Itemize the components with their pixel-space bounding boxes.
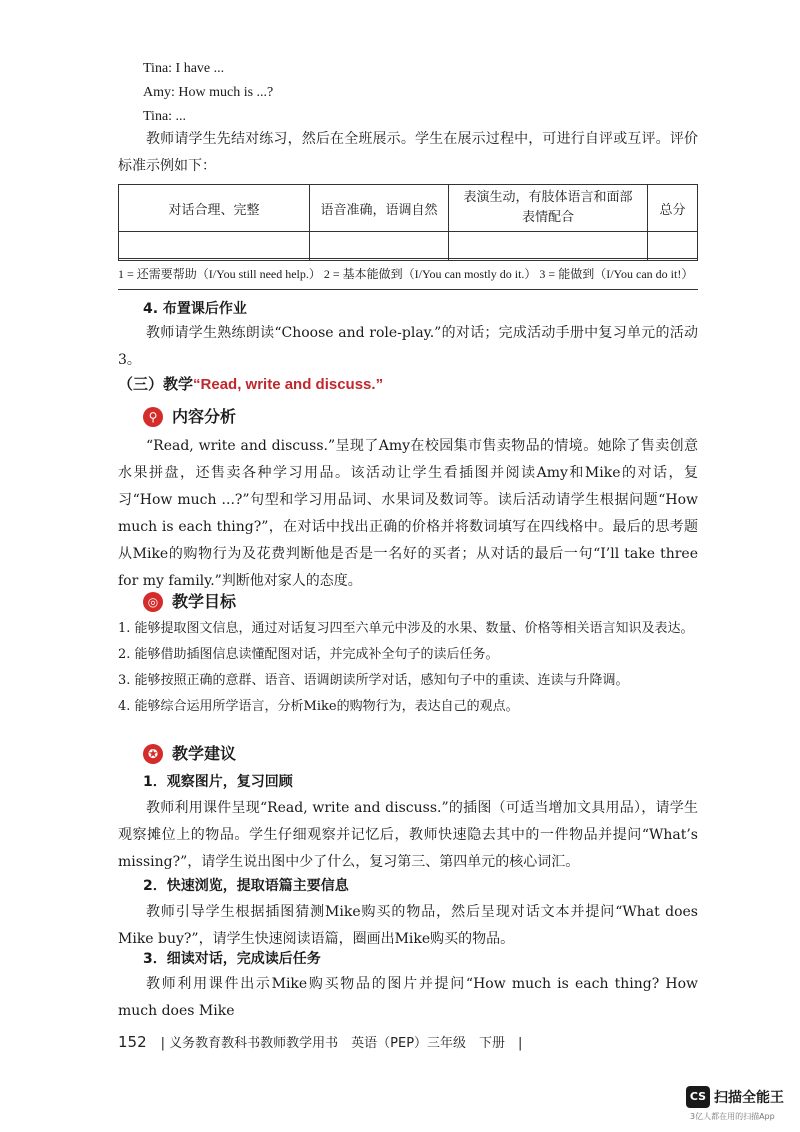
eval-header-total: 总分 xyxy=(648,185,698,232)
eval-cell xyxy=(449,232,648,261)
scanner-name: 扫描全能王 xyxy=(714,1090,784,1106)
eval-cell xyxy=(310,232,449,261)
goal-item: 2. 能够借助插图信息读懂配图对话，并完成补全句子的读后任务。 xyxy=(118,647,499,662)
eval-cell xyxy=(648,232,698,261)
teaching-goals-heading: 教学目标 xyxy=(172,592,237,611)
eval-cell xyxy=(119,232,310,261)
homework-text: 教师请学生熟练朗读“Choose and role-play.”的对话；完成活动手册中复习单元的活动3。 xyxy=(118,325,698,368)
dialogue-line-2: Amy: How much is ...? xyxy=(143,85,274,100)
teaching-goals-list xyxy=(118,616,698,720)
goal-item: 1. 能够提取图文信息，通过对话复习四至六单元中涉及的水果、数量、价格等相关语言知识及表达。 xyxy=(118,621,694,636)
eval-header-pronunciation: 语音准确，语调自然 xyxy=(310,185,449,232)
dialogue-line-1: Tina: I have ... xyxy=(143,61,225,76)
book-title: | 义务教育教科书教师教学用书 英语（PEP）三年级 下册 | xyxy=(160,1036,523,1051)
target-icon: ◎ xyxy=(143,592,163,612)
teaching-suggestions-heading: 教学建议 xyxy=(172,744,237,763)
eval-header-performance: 表演生动，有肢体语言和面部表情配合 xyxy=(449,185,648,232)
magnifier-icon: ⚲ xyxy=(143,407,163,427)
section-title-prefix: （三）教学 xyxy=(118,375,194,393)
section-title-en: “Read, write and discuss.” xyxy=(193,376,384,393)
content-analysis-heading: 内容分析 xyxy=(172,407,237,426)
step1-title: 1．观察图片，复习回顾 xyxy=(143,774,293,790)
content-analysis-text: “Read, write and discuss.”呈现了Amy在校园集市售卖物品的情境。她除了售卖创意水果拼盘，还售卖各种学习用品。该活动让学生看插图并阅读Amy和Mike的对话，复习“How much ...?”句型和学习用品词、水果词及数词等。读后活动请学生根据问题“How much is each thing?”，在对话中找出正确的价格并将数词填写在四线格中。最后的思考题从Mike的购物行为及花费判断他是否是一名好的买者；从对话的最后一句“I’ll take three for my family.”判断他对家人的态度。 xyxy=(118,438,698,589)
step3-text: 教师利用课件出示Mike购买物品的图片并提问“How much is each thing? How much does Mike xyxy=(118,976,698,1019)
goal-item: 3. 能够按照正确的意群、语音、语调朗读所学对话，感知句子中的重读、连读与升降调。 xyxy=(118,673,629,688)
step3-title: 3．细读对话，完成读后任务 xyxy=(143,951,321,967)
step1-text: 教师利用课件呈现“Read, write and discuss.”的插图（可适当增加文具用品），请学生观察摊位上的物品。学生仔细观察并记忆后，教师快速隐去其中的一件物品并提问“What’s missing?”，请学生说出图中少了什么，复习第三、第四单元的核心词汇。 xyxy=(118,800,698,870)
camscanner-logo-icon: CS xyxy=(686,1086,710,1108)
page-number: 152 xyxy=(118,1033,147,1051)
intro-paragraph: 教师请学生先结对练习，然后在全班展示。学生在展示过程中，可进行自评或互评。评价标准示例如下： xyxy=(118,131,698,174)
evaluation-table xyxy=(118,184,698,261)
page-footer xyxy=(118,1032,522,1051)
section-title xyxy=(118,375,383,394)
scanner-watermark xyxy=(686,1084,794,1124)
step2-title: 2．快速浏览，提取语篇主要信息 xyxy=(143,878,349,894)
homework-title: 4. 布置课后作业 xyxy=(143,301,247,317)
dialogue-line-3: Tina: ... xyxy=(143,109,187,124)
step2-text: 教师引导学生根据插图猜测Mike购买的物品，然后呈现对话文本并提问“What does Mike buy?”，请学生快速阅读语篇，圈画出Mike购买的物品。 xyxy=(118,904,698,947)
goal-item: 4. 能够综合运用所学语言，分析Mike的购物行为，表达自己的观点。 xyxy=(118,699,519,714)
eval-legend: 1 = 还需要帮助（I/You still need help.） 2 = 基本能做到（I/You can mostly do it.） 3 = 能做到（I/You can do it!） xyxy=(118,258,698,290)
eval-header-dialogue: 对话合理、完整 xyxy=(119,185,310,232)
scanner-slogan: 3亿人都在用的扫描App xyxy=(690,1112,775,1121)
lightbulb-icon: ✪ xyxy=(143,744,163,764)
